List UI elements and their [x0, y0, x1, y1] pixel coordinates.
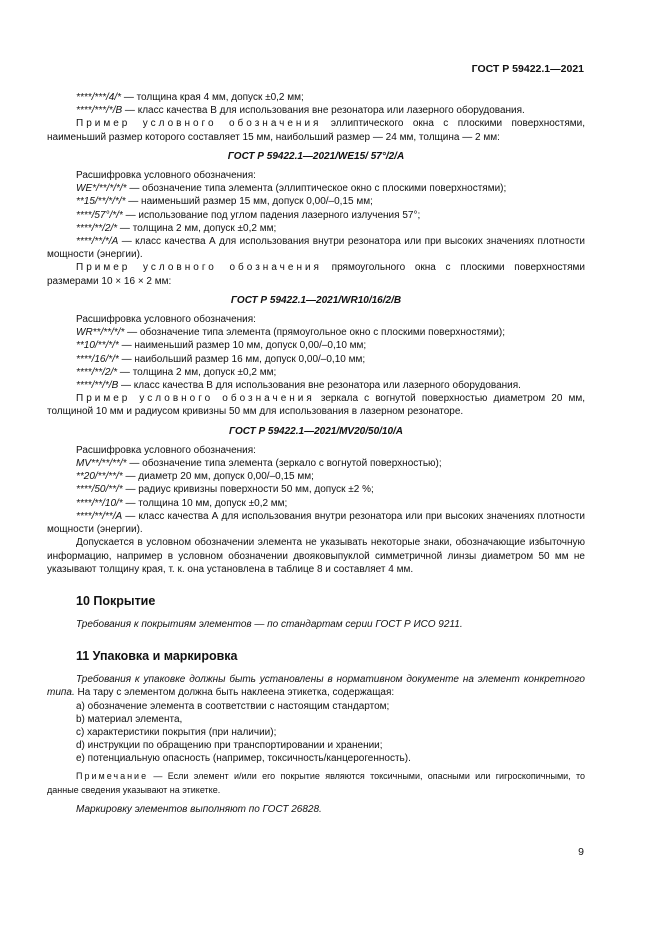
designation-meaning: — класс качества В для использования вне резонатора или лазерного оборудования.: [124, 105, 525, 117]
example-paragraph: [47, 392, 585, 418]
designation-code: **15/**/*/*/*: [76, 196, 126, 208]
label-list-item: a) обозначение элемента в соответствии с настоящим стандартом;: [76, 700, 390, 712]
designation-code: ****/**/**/А: [76, 510, 123, 522]
example-paragraph: [47, 261, 585, 287]
designation-code: ****/**/2/*: [76, 366, 118, 378]
designation-code: ****/57°/*/*: [76, 209, 123, 221]
designation-meaning: — использование под углом падения лазерного излучения 57°;: [125, 209, 421, 221]
designation-code: ****/50/**/*: [76, 484, 123, 496]
example-description: прямоугольного окна с плоскими поверхностями размерами 10 × 16 × 2 мм:: [47, 262, 586, 287]
packaging-requirement: Требования к упаковке должны быть установлены в нормативном документе на элемент конкретного типа.: [47, 674, 585, 699]
designation-item: [47, 483, 585, 496]
note-label: Примечание: [76, 771, 149, 782]
packaging-intro: [47, 673, 585, 699]
designation-item: [47, 209, 585, 222]
document-header-id: ГОСТ Р 59422.1—2021: [471, 63, 584, 75]
designation-code: **10/**/*/*: [76, 340, 119, 352]
designation-meaning: — толщина края 4 мм, допуск ±0,2 мм;: [123, 92, 304, 103]
designation-item: [47, 366, 585, 379]
designation-code: ****/**/*/В: [76, 380, 119, 392]
designation-item: [47, 379, 585, 392]
designation-code: ****/**/2/*: [76, 222, 118, 234]
designation-meaning: — наименьший размер 10 мм, допуск 0,00/–0,10 мм;: [121, 340, 367, 352]
omission-paragraph: Допускается в условном обозначении элемента не указывать некоторые знаки, обозначающие избыточную информацию, например в условном обозначении двояковыпуклой симметричной линзы диаметром 50 мм не указывают толщину края, т. к. она установлена в таблице 8 и составляет 4 мм.: [47, 537, 585, 575]
designation-code: ****/16/*/*: [76, 353, 119, 365]
designation-meaning: — обозначение типа элемента (зеркало с вогнутой поверхностью);: [129, 458, 442, 470]
designation-item: [47, 91, 585, 104]
designation-item: [47, 222, 585, 235]
designation-meaning: — обозначение типа элемента (прямоугольное окно с плоскими поверхностями);: [127, 327, 506, 339]
designation-item: [47, 104, 585, 117]
example-designation: ГОСТ Р 59422.1—2021/WE15/ 57°/2/А: [227, 150, 405, 162]
label-list-item: b) материал элемента,: [76, 713, 183, 725]
designation-meaning: — толщина 2 мм, допуск ±0,2 мм;: [119, 222, 277, 234]
label-list-item: d) инструкции по обращению при транспортировании и хранении;: [76, 740, 383, 752]
page-body: [47, 91, 585, 816]
label-list-item: c) характеристики покрытия (при наличии);: [76, 726, 277, 738]
coating-requirements: Требования к покрытиям элементов — по стандартам серии ГОСТ Р ИСО 9211.: [76, 618, 463, 630]
example-paragraph: [47, 117, 585, 143]
example-description: зеркала с вогнутой поверхностью диаметром 20 мм, толщиной 10 мм и радиусом кривизны 50 мм для использования в лазерном резонаторе.: [47, 393, 585, 418]
designation-item: [47, 182, 585, 195]
designation-item: [47, 457, 585, 470]
designation-meaning: — наибольший размер 16 мм, допуск 0,00/–0,10 мм;: [121, 353, 366, 365]
label-list-item: e) потенциальную опасность (например, токсичность/канцерогенность).: [76, 753, 411, 765]
example-lead: Пример условного обозначения: [76, 262, 322, 274]
page-number: 9: [578, 846, 584, 858]
designation-meaning: — радиус кривизны поверхности 50 мм, допуск ±2 %;: [125, 484, 374, 496]
note-text: — Если элемент и/или его покрытие являются токсичными, опасными или гигроскопичными, то данные сведения указывают на этикетке.: [47, 771, 585, 796]
example-lead: Пример условного обозначения: [76, 118, 322, 130]
designation-meaning: — наименьший размер 15 мм, допуск 0,00/–0,15 мм;: [128, 196, 373, 208]
designation-meaning: — класс качества А для использования внутри резонатора или при высоких значениях плотности мощности (энергии).: [47, 236, 585, 261]
note-paragraph: [47, 769, 585, 797]
designation-code: MV**/**/**/*: [76, 458, 127, 470]
designation-item: [47, 497, 585, 510]
designation-item: [47, 470, 585, 483]
designation-meaning: — обозначение типа элемента (эллиптическое окно с плоскими поверхностями);: [129, 183, 507, 195]
designation-code: WE*/**/*/*/*: [76, 183, 127, 195]
example-designation: ГОСТ Р 59422.1—2021/WR10/16/2/В: [230, 294, 402, 306]
section-heading-packaging: 11 Упаковка и маркировка: [76, 649, 238, 664]
designation-item: [47, 326, 585, 339]
marking-paragraph: Маркировку элементов выполняют по ГОСТ 26828.: [76, 803, 322, 815]
decoding-title: Расшифровка условного обозначения:: [76, 444, 256, 456]
designation-item: [47, 353, 585, 366]
decoding-title: Расшифровка условного обозначения:: [76, 314, 256, 326]
designation-code: **20/**/**/*: [76, 471, 123, 483]
designation-meaning: — класс качества В для использования вне резонатора или лазерного оборудования.: [121, 380, 521, 392]
designation-item: [47, 510, 585, 536]
designation-item: [47, 339, 585, 352]
section-heading-coating: 10 Покрытие: [76, 593, 156, 608]
decoding-title: Расшифровка условного обозначения:: [76, 170, 256, 182]
designation-meaning: — толщина 2 мм, допуск ±0,2 мм;: [119, 366, 277, 378]
designation-code: WR**/**/*/*: [76, 327, 125, 339]
designation-code: ****/**/*/А: [76, 236, 119, 248]
example-lead: Пример условного обозначения: [76, 393, 315, 405]
designation-item: [47, 235, 585, 261]
example-designation: ГОСТ Р 59422.1—2021/MV20/50/10/А: [228, 425, 404, 437]
designation-item: [47, 195, 585, 208]
designation-meaning: — толщина 10 мм, допуск ±0,2 мм;: [125, 497, 288, 509]
designation-code: ****/**/10/*: [76, 497, 123, 509]
designation-meaning: — класс качества А для использования внутри резонатора или при высоких значениях плотности мощности (энергии).: [47, 510, 586, 536]
designation-meaning: — диаметр 20 мм, допуск 0,00/–0,15 мм;: [125, 471, 314, 483]
label-requirement: На тару с элементом должна быть наклеена этикетка, содержащая:: [77, 687, 395, 699]
designation-code: ****/***/*/В: [76, 105, 123, 117]
example-description: эллиптического окна с плоскими поверхностями, наименьший размер которого составляет 15 мм, наибольший размер — 24 мм, толщина — 2 мм:: [47, 118, 586, 143]
designation-code: ****/***/4/*: [76, 92, 122, 103]
